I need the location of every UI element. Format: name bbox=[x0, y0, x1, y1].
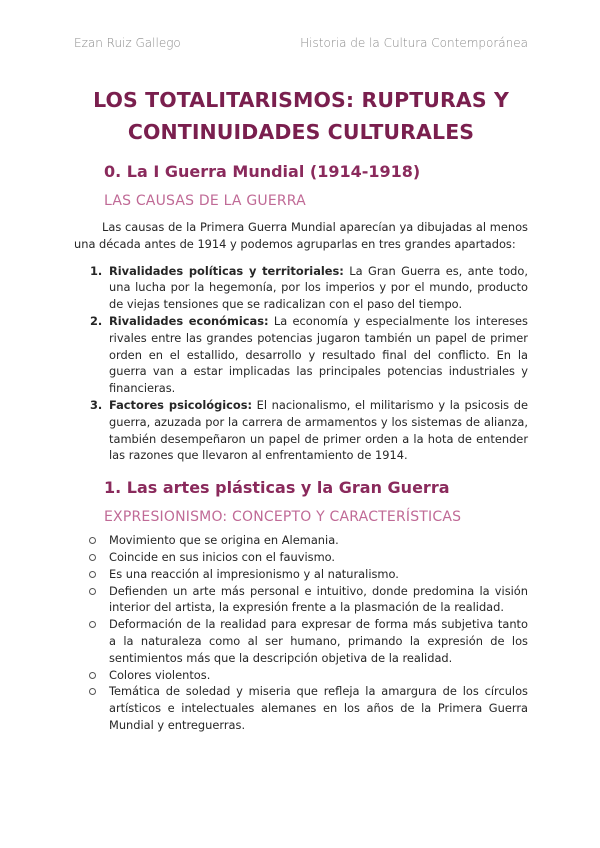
list-item bbox=[74, 397, 528, 464]
hollow-circle-bullet-icon bbox=[89, 554, 96, 561]
list-item-text: Movimiento que se origina en Alemania. bbox=[109, 533, 339, 548]
section-1-subheading: EXPRESIONISMO: CONCEPTO Y CARACTERÍSTICAS bbox=[104, 509, 462, 526]
list-item bbox=[74, 263, 528, 313]
cause-term: Factores psicológicos: bbox=[109, 397, 253, 412]
list-item-text: Defienden un arte más personal e intuitivo, donde predomina la visión interior del artista, la expresión frente a la plasmación de la realidad. bbox=[109, 583, 528, 615]
cause-term: Rivalidades políticas y territoriales: bbox=[109, 263, 344, 278]
document-body bbox=[74, 84, 528, 734]
list-item bbox=[74, 616, 528, 666]
page-header bbox=[74, 36, 528, 50]
cause-text: La economía y especialmente los intereses rivales entre las grandes potencias jugaron también un papel de primer orden en el estallido, desarrollo y resultado final del conflicto. En la guerra van a estar implicadas las principales potencias industriales y financieras. bbox=[109, 313, 528, 396]
cause-term: Rivalidades económicas: bbox=[109, 313, 269, 328]
author-name: Ezan Ruiz Gallego bbox=[74, 36, 181, 50]
list-item bbox=[74, 532, 528, 549]
list-item bbox=[74, 667, 528, 684]
cause-text: El nacionalismo, el militarismo y la psicosis de guerra, azuzada por la carrera de armamentos y los sistemas de alianza, también desempeñaron un papel de primer orden a la hota de entender las razones que llevaron al enfrentamiento de 1914. bbox=[109, 397, 528, 463]
list-item-text: Temática de soledad y miseria que refleja la amargura de los círculos artísticos e intelectuales alemanes en los años de la Primera Guerra Mundial y entreguerras. bbox=[109, 684, 528, 732]
hollow-circle-bullet-icon bbox=[89, 621, 96, 628]
expressionism-features-list bbox=[74, 532, 528, 734]
list-item bbox=[74, 583, 528, 617]
list-item-text: Es una reacción al impresionismo y al naturalismo. bbox=[109, 566, 399, 581]
list-item-text: Colores violentos. bbox=[109, 667, 211, 682]
hollow-circle-bullet-icon bbox=[89, 588, 96, 595]
list-number: 3. bbox=[90, 397, 103, 412]
list-item-text: Coincide en sus inicios con el fauvismo. bbox=[109, 549, 336, 564]
list-item bbox=[74, 313, 528, 397]
causes-list bbox=[74, 263, 528, 465]
hollow-circle-bullet-icon bbox=[89, 672, 96, 679]
section-0-heading: 0. La I Guerra Mundial (1914-1918) bbox=[104, 162, 421, 181]
list-item-text: Deformación de la realidad para expresar de forma más subjetiva tanto a la naturaleza como al ser humano, primando la expresión de los sentimientos más que la descripción objetiva de la realidad. bbox=[109, 617, 528, 665]
list-number: 2. bbox=[90, 313, 103, 328]
document-title: LOS TOTALITARISMOS: RUPTURAS Y CONTINUIDADES CULTURALES bbox=[93, 88, 509, 144]
hollow-circle-bullet-icon bbox=[89, 688, 96, 695]
section-0-intro: Las causas de la Primera Guerra Mundial aparecían ya dibujadas al menos una década antes de 1914 y podemos agruparlas en tres grandes apartados: bbox=[74, 220, 528, 251]
section-0-subheading: LAS CAUSAS DE LA GUERRA bbox=[104, 193, 306, 209]
section-1-heading: 1. Las artes plásticas y la Gran Guerra bbox=[104, 478, 450, 498]
hollow-circle-bullet-icon bbox=[89, 537, 96, 544]
list-item bbox=[74, 683, 528, 733]
list-item bbox=[74, 566, 528, 583]
list-item bbox=[74, 549, 528, 566]
course-name: Historia de la Cultura Contemporánea bbox=[300, 36, 528, 50]
list-number: 1. bbox=[90, 263, 103, 278]
cause-text: La Gran Guerra es, ante todo, una lucha por la hegemonía, por los imperios y por el mundo, producto de viejas tensiones que se radicalizan con el paso del tiempo. bbox=[109, 263, 529, 312]
hollow-circle-bullet-icon bbox=[89, 571, 96, 578]
